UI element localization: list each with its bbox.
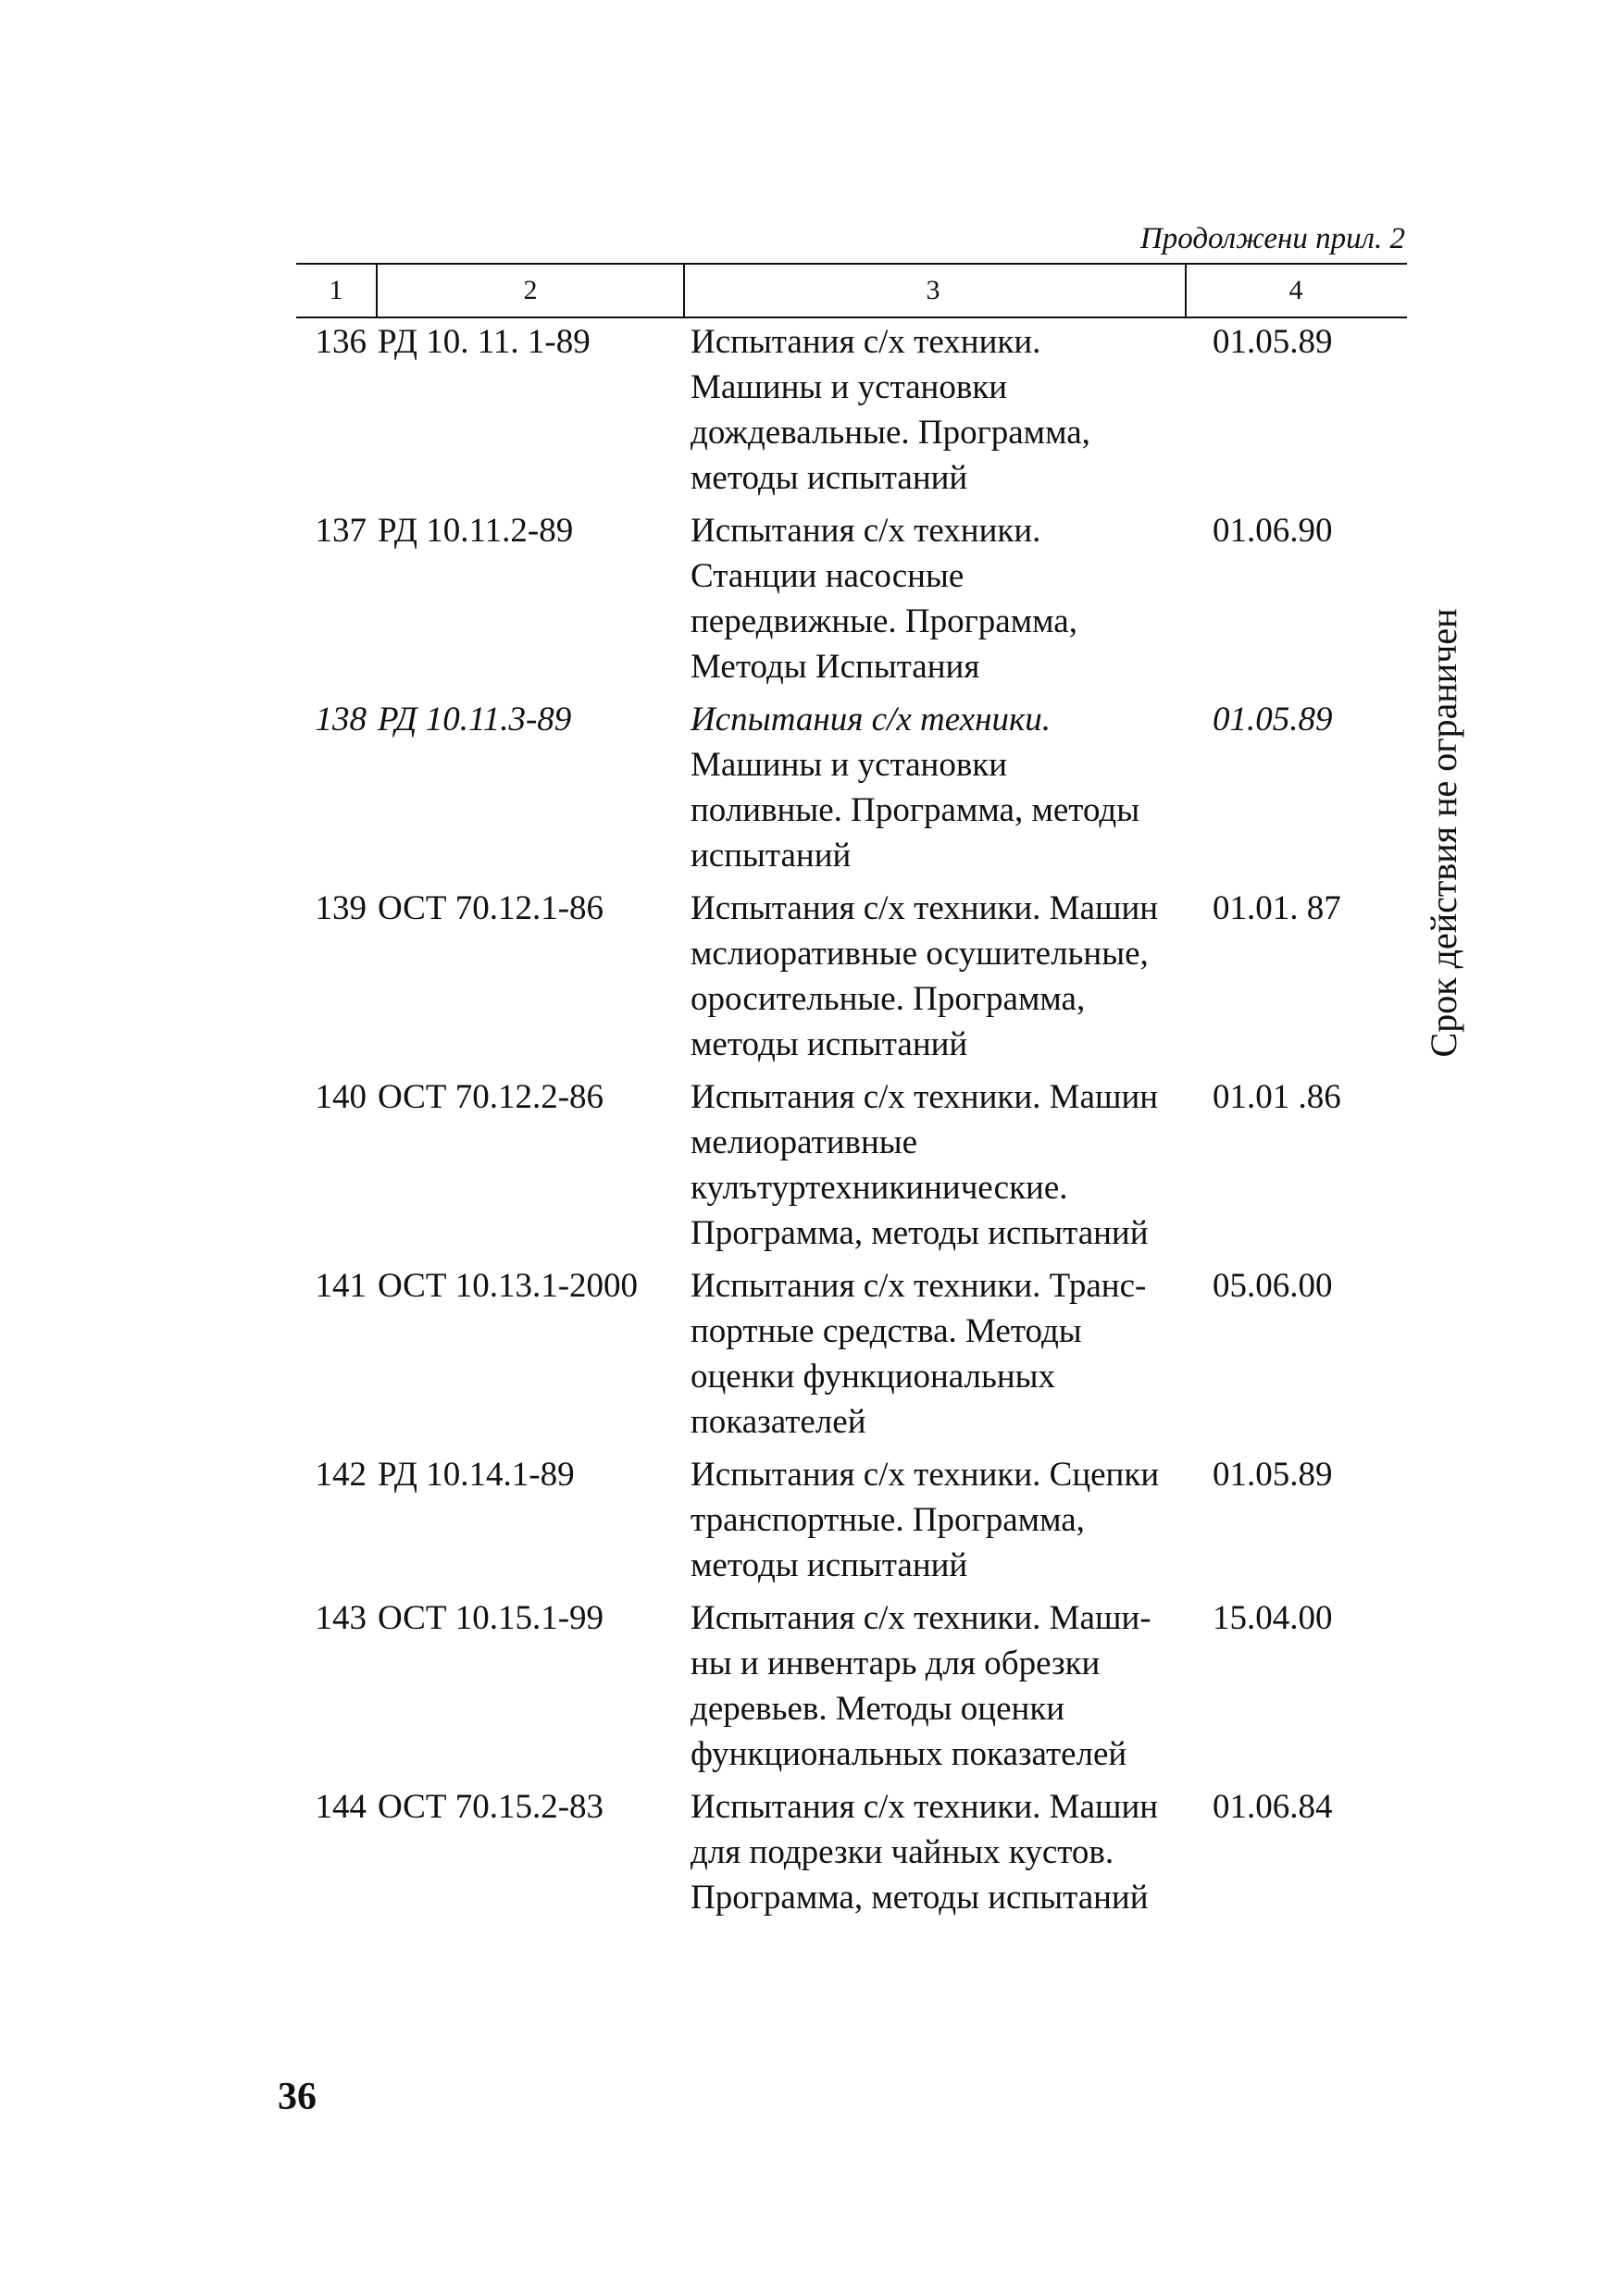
title-line: Испытания с/х техники. Сцепки xyxy=(691,1456,1160,1494)
table-row xyxy=(296,886,1407,1067)
table-row xyxy=(296,1784,1407,1920)
title-line: дождевальные. Программа, xyxy=(691,414,1090,452)
row-number: 140 xyxy=(315,1078,367,1116)
title-line: портные средства. Методы xyxy=(691,1312,1082,1350)
effective-date: 05.06.00 xyxy=(1213,1267,1333,1305)
row-number: 138 xyxy=(315,701,367,738)
table-row xyxy=(296,1595,1407,1777)
row-number: 139 xyxy=(315,889,367,927)
row-number: 136 xyxy=(315,323,367,361)
effective-date: 01.06.84 xyxy=(1213,1788,1333,1826)
title-line: Испытания с/х техники. Транс- xyxy=(691,1267,1147,1305)
table-body xyxy=(296,319,1407,1928)
column-header-1: 1 xyxy=(329,275,343,305)
column-header-3: 3 xyxy=(681,265,1187,316)
effective-date: 15.04.00 xyxy=(1213,1599,1333,1637)
row-number: 144 xyxy=(315,1788,367,1826)
title-line: для подрезки чайных кустов. xyxy=(691,1833,1114,1871)
title-line: мелиоративные xyxy=(691,1123,918,1161)
column-header-2: 2 xyxy=(376,265,685,316)
document-code: ОСТ 10.13.1-2000 xyxy=(378,1267,639,1305)
document-title xyxy=(691,1784,1190,1920)
effective-date: 01.01 .86 xyxy=(1213,1078,1341,1116)
document-code: РД 10.11.3-89 xyxy=(378,701,572,738)
table-row xyxy=(296,697,1407,878)
title-line: мслиоративные осушительные, xyxy=(691,935,1149,973)
table-row xyxy=(296,319,1407,501)
title-line: ны и инвентарь для обрезки xyxy=(691,1644,1101,1682)
document-title xyxy=(691,697,1190,878)
title-line: Испытания с/х техники. Маши- xyxy=(691,1599,1151,1637)
title-line: Испытания с/х техники. Машин xyxy=(691,1078,1159,1116)
page-number: 36 xyxy=(278,2076,317,2118)
document-code: ОСТ 70.12.2-86 xyxy=(378,1078,604,1116)
column-header-4: 4 xyxy=(1288,275,1303,305)
title-line: транспортные. Программа, xyxy=(691,1501,1085,1539)
table-row xyxy=(296,1452,1407,1588)
title-line: Станции насосные xyxy=(691,557,965,595)
document-code: РД 10.11.2-89 xyxy=(378,512,574,550)
title-line: оросительные. Программа, xyxy=(691,980,1086,1018)
title-line: Испытания с/х техники. Машин xyxy=(691,1788,1159,1826)
title-line: Машины и установки xyxy=(691,368,1008,406)
continuation-label: Продолжени прил. 2 xyxy=(1139,222,1405,255)
document-title xyxy=(691,886,1190,1067)
title-line: Машины и установки xyxy=(691,746,1008,784)
document-code: РД 10.14.1-89 xyxy=(378,1456,575,1494)
effective-date: 01.05.89 xyxy=(1213,323,1333,361)
document-title xyxy=(691,319,1190,501)
document-code: ОСТ 10.15.1-99 xyxy=(378,1599,604,1637)
document-title xyxy=(691,1263,1190,1445)
document-code: ОСТ 70.12.1-86 xyxy=(378,889,604,927)
title-line: Испытания с/х техники. xyxy=(691,512,1041,550)
side-note xyxy=(1423,608,1490,1058)
title-line: кулътуртехникинические. xyxy=(691,1169,1068,1207)
row-number: 141 xyxy=(315,1267,367,1305)
side-note-text: Срок действия не ограничен xyxy=(1423,608,1464,1058)
title-line: Методы Испытания xyxy=(691,648,980,686)
document-title xyxy=(691,1595,1190,1777)
table-row xyxy=(296,508,1407,689)
title-line: Испытания с/х техники. xyxy=(691,701,1052,738)
title-line: методы испытаний xyxy=(691,459,968,497)
document-title xyxy=(691,1074,1190,1256)
document-title xyxy=(691,1452,1190,1588)
table-row xyxy=(296,1074,1407,1256)
table-header xyxy=(296,263,1407,318)
title-line: Программа, методы испытаний xyxy=(691,1879,1149,1917)
effective-date: 01.06.90 xyxy=(1213,512,1333,550)
title-line: Испытания с/х техники. xyxy=(691,323,1041,361)
title-line: оценки функциональных xyxy=(691,1358,1056,1396)
title-line: методы испытаний xyxy=(691,1025,968,1063)
title-line: Испытания с/х техники. Машин xyxy=(691,889,1159,927)
title-line: показателей xyxy=(691,1403,866,1441)
row-number: 137 xyxy=(315,512,367,550)
title-line: испытаний xyxy=(691,837,852,875)
effective-date: 01.05.89 xyxy=(1213,1456,1333,1494)
title-line: поливные. Программа, методы xyxy=(691,791,1140,829)
effective-date: 01.01. 87 xyxy=(1213,889,1341,927)
row-number: 142 xyxy=(315,1456,367,1494)
title-line: передвижные. Программа, xyxy=(691,602,1077,640)
effective-date: 01.05.89 xyxy=(1213,701,1333,738)
document-code: ОСТ 70.15.2-83 xyxy=(378,1788,604,1826)
title-line: деревьев. Методы оценки xyxy=(691,1690,1065,1728)
title-line: функциональных показателей xyxy=(691,1735,1127,1773)
title-line: методы испытаний xyxy=(691,1546,968,1584)
title-line: Программа, методы испытаний xyxy=(691,1214,1149,1252)
table-row xyxy=(296,1263,1407,1445)
document-title xyxy=(691,508,1190,689)
document-code: РД 10. 11. 1-89 xyxy=(378,323,591,361)
row-number: 143 xyxy=(315,1599,367,1637)
